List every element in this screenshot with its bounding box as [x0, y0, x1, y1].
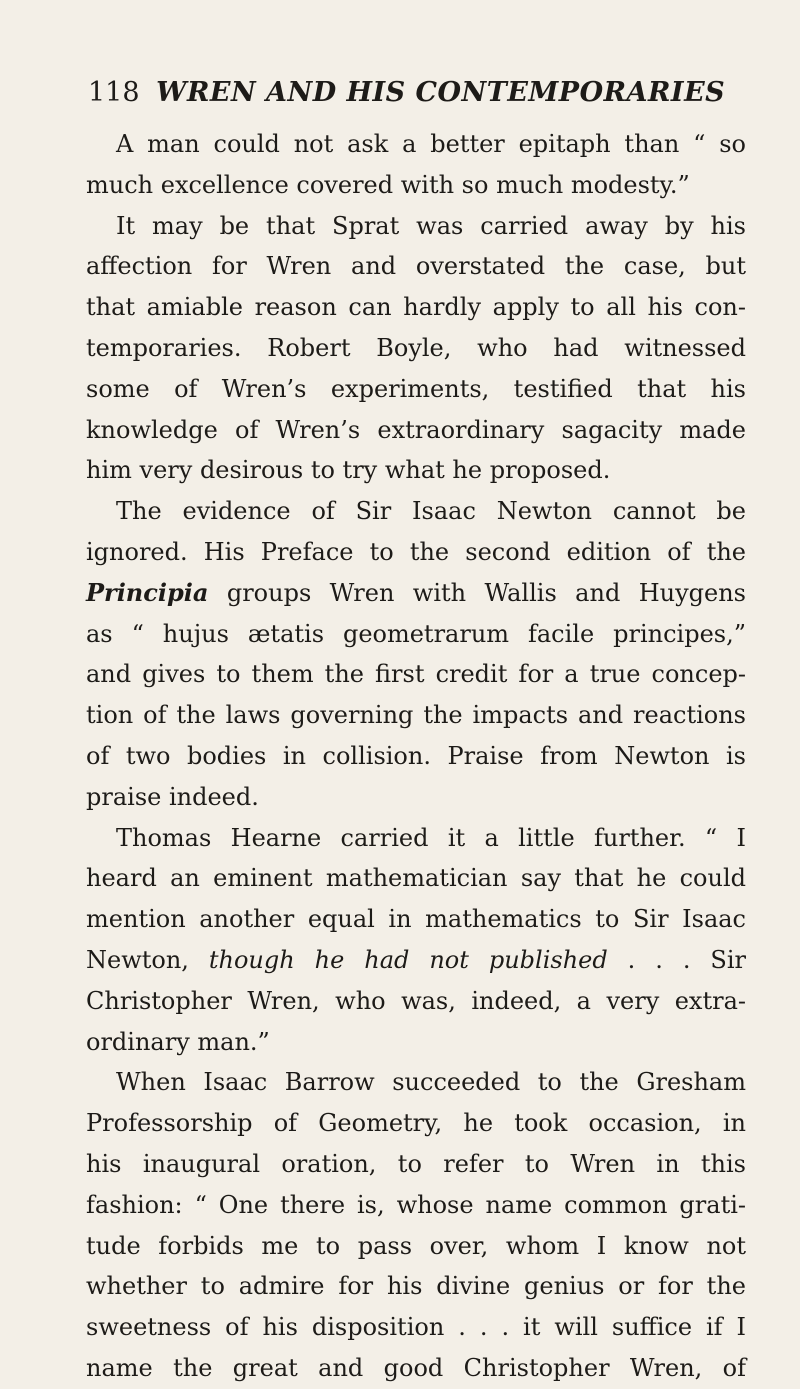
text-line: tion of the laws governing the impacts and reactions	[86, 701, 746, 730]
text-line: Newton, though he had not published . . . Sir	[86, 945, 746, 974]
text-line: When Isaac Barrow succeeded to the Gresham	[116, 1068, 746, 1097]
text-line: him very desirous to try what he proposed.	[86, 456, 611, 485]
text-line: ignored. His Preface to the second edition of the	[86, 537, 746, 566]
text-line: Professorship of Geometry, he took occasion, in	[86, 1109, 746, 1138]
chapter-title: WREN AND HIS CONTEMPORARIES	[156, 77, 726, 108]
text-line: temporaries. Robert Boyle, who had witnessed	[86, 333, 746, 362]
text-line: his inaugural oration, to refer to Wren in this	[86, 1149, 746, 1178]
text-line: Christopher Wren, who was, indeed, a very extra-	[86, 986, 746, 1015]
text-line: much excellence covered with so much modesty.”	[86, 170, 690, 199]
running-head	[88, 68, 728, 118]
text-line: Principia groups Wren with Wallis and Huygens	[86, 577, 746, 607]
text-line: praise indeed.	[86, 782, 259, 811]
text-line: whether to admire for his divine genius or for the	[86, 1272, 746, 1301]
text-line: heard an eminent mathematician say that he could	[86, 864, 746, 893]
text-line: of two bodies in collision. Praise from Newton is	[86, 741, 746, 770]
text-line: that amiable reason can hardly apply to all his con-	[86, 293, 746, 322]
text-line: ordinary man.”	[86, 1027, 270, 1056]
italic-phrase: though he had not published	[208, 945, 608, 974]
text-line: as “ hujus ætatis geometrarum facile principes,”	[86, 619, 746, 648]
text-line: fashion: “ One there is, whose name common grati-	[86, 1190, 746, 1219]
text-line: Thomas Hearne carried it a little further. “ I	[116, 823, 746, 852]
text-line: and gives to them the first credit for a true concep-	[86, 660, 746, 689]
text-line: knowledge of Wren’s extraordinary sagacity made	[86, 415, 746, 444]
body-text	[86, 124, 746, 1389]
text-line: A man could not ask a better epitaph than “ so	[116, 130, 746, 158]
text-line: sweetness of his disposition . . . it will suffice if I	[86, 1313, 746, 1342]
text-line: some of Wren’s experiments, testified that his	[86, 374, 746, 403]
text-line: name the great and good Christopher Wren, of	[86, 1353, 746, 1382]
text-line: mention another equal in mathematics to Sir Isaac	[86, 905, 746, 934]
text-line: The evidence of Sir Isaac Newton cannot be	[116, 497, 746, 526]
text-line: tude forbids me to pass over, whom I know not	[86, 1231, 746, 1260]
page-number: 118	[88, 77, 140, 108]
book-title-principia: Principia	[86, 577, 209, 607]
text-line: It may be that Sprat was carried away by his	[116, 211, 746, 240]
text-line: affection for Wren and overstated the case, but	[86, 252, 746, 281]
